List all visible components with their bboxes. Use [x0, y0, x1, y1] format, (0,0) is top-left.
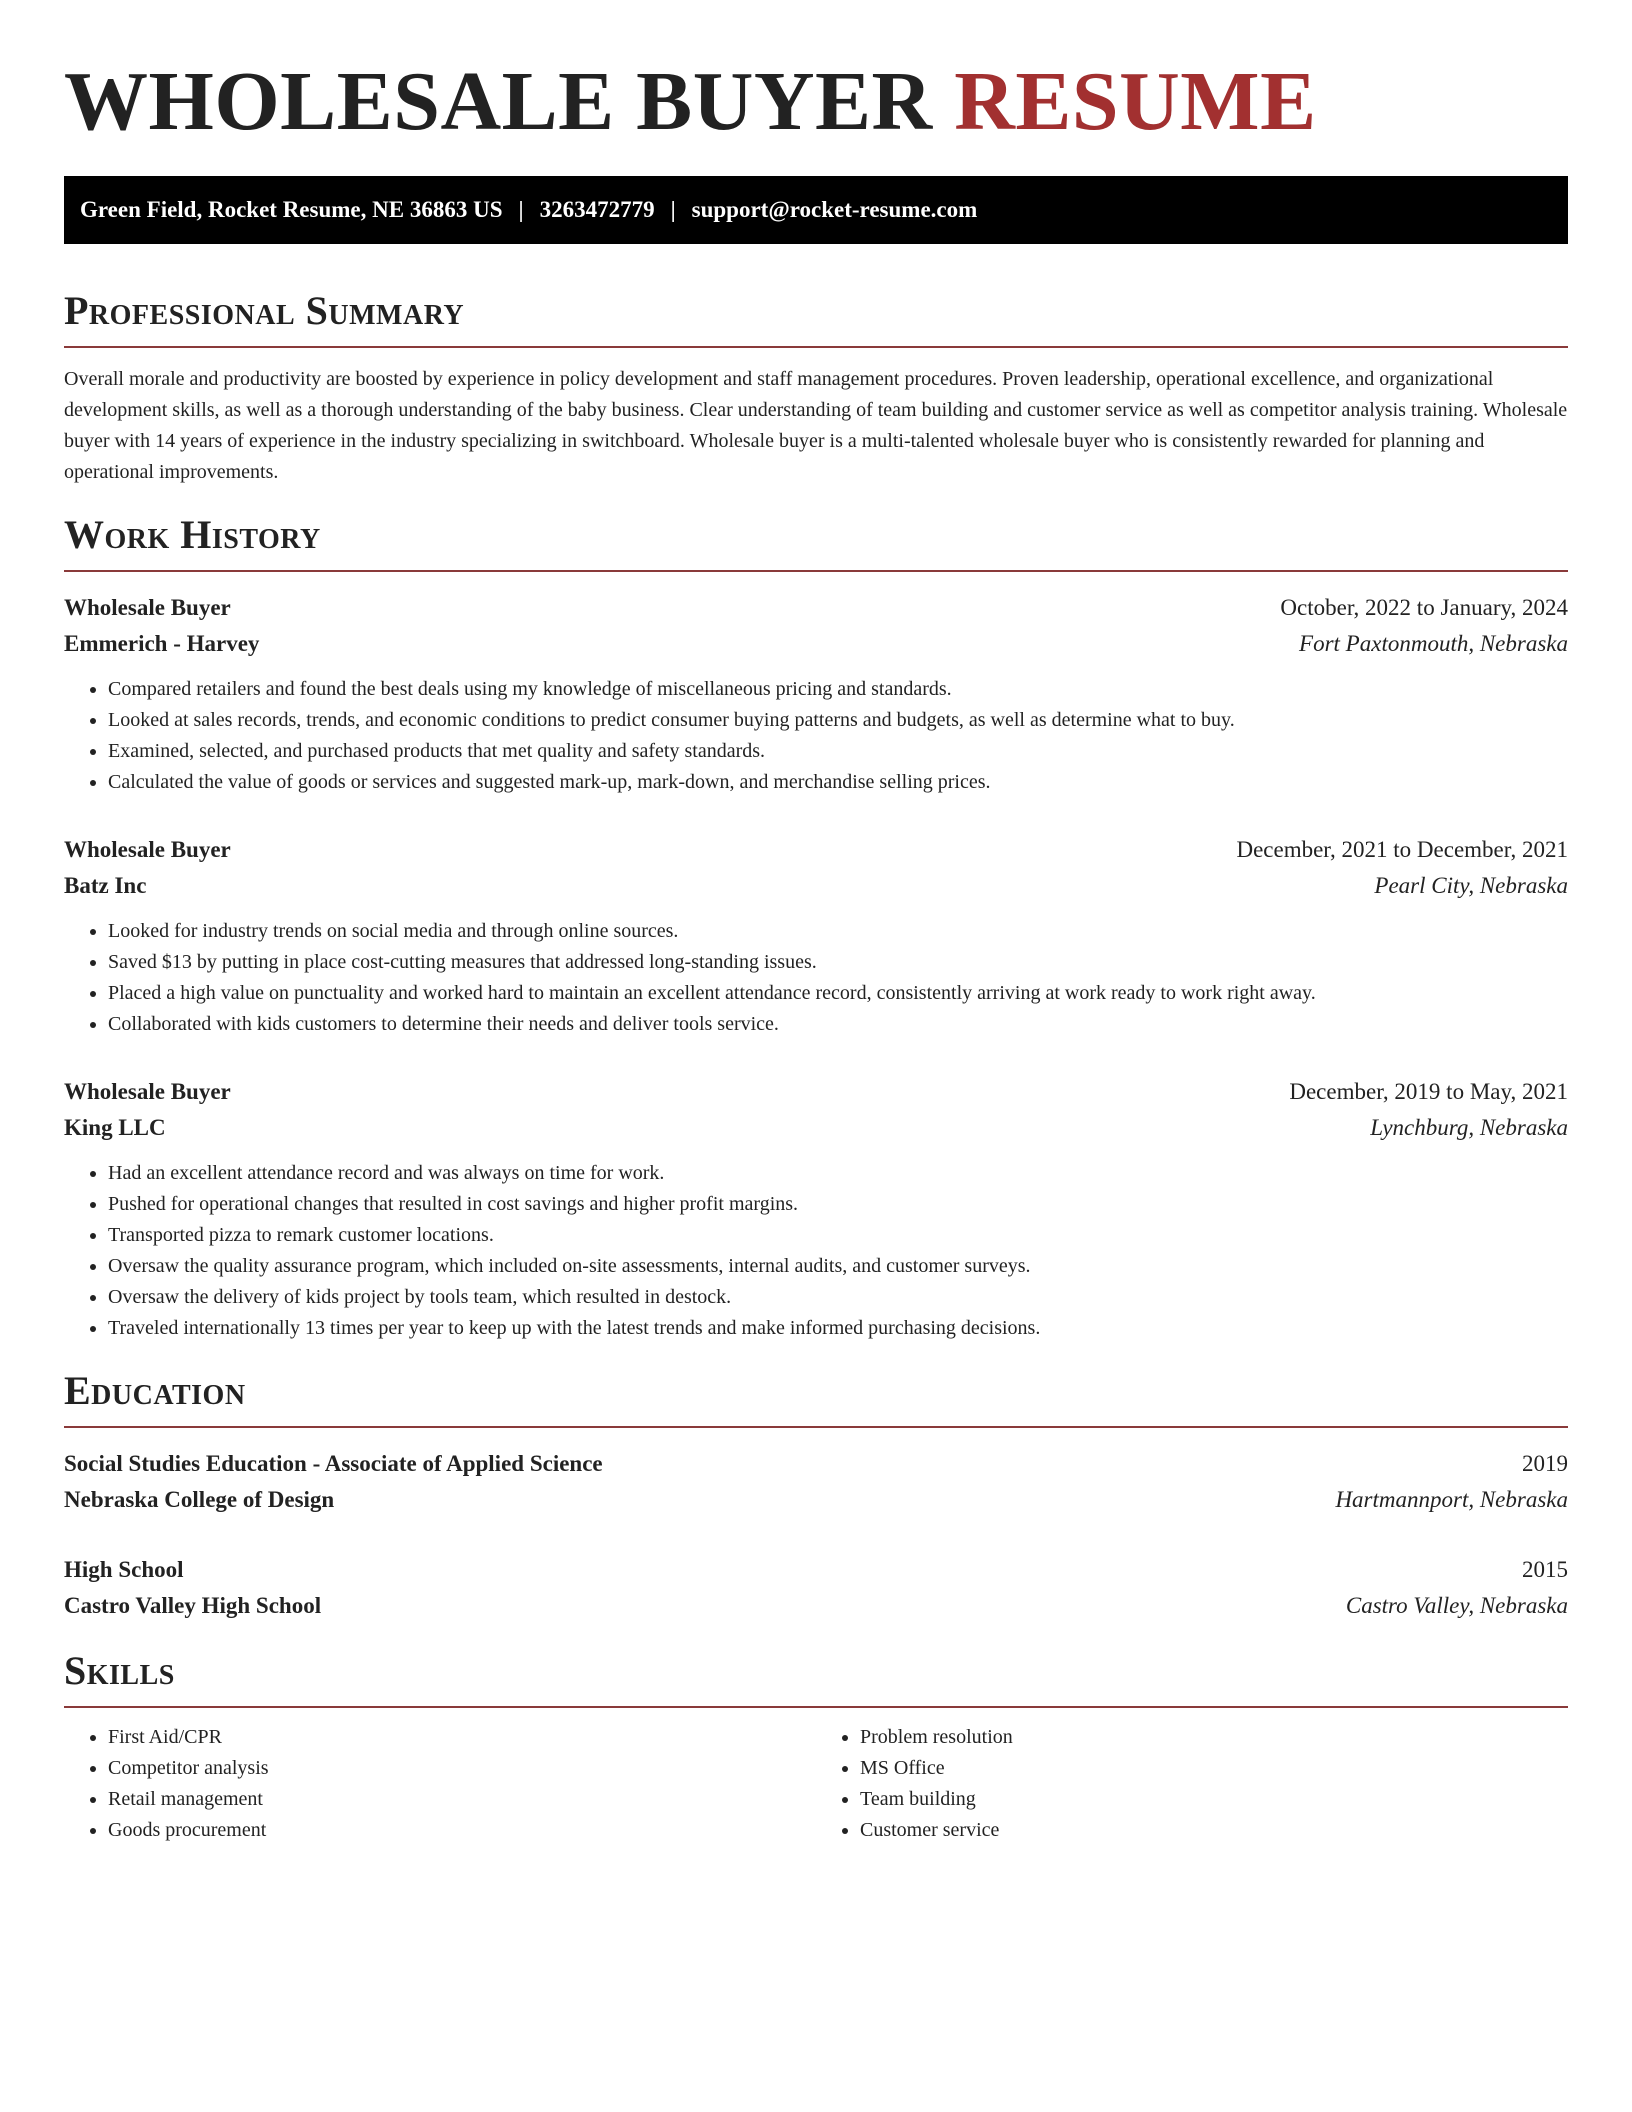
education-entry — [64, 1446, 1568, 1518]
education-degree-row — [64, 1446, 1568, 1482]
skills-heading: Skills — [64, 1648, 1568, 1708]
skill-item: • Retail management — [108, 1784, 816, 1815]
job-bullet: • Calculated the value of goods or services and suggested mark-up, mark-down, and merchandise selling prices. — [108, 767, 1568, 798]
skill-item: • Competitor analysis — [108, 1753, 816, 1784]
contact-email[interactable]: support@rocket-resume.com — [691, 197, 978, 222]
education-location: Castro Valley, Nebraska — [1345, 1593, 1568, 1618]
job-bullet: • Collaborated with kids customers to determine their needs and deliver tools service. — [108, 1009, 1568, 1040]
work-history-heading: Work History — [64, 512, 1568, 572]
education-year: 2019 — [1522, 1451, 1568, 1476]
education-entry — [64, 1552, 1568, 1624]
job-dates: October, 2022 to January, 2024 — [1280, 595, 1568, 620]
skill-item: • Problem resolution — [860, 1722, 1568, 1753]
job-dates: December, 2019 to May, 2021 — [1289, 1079, 1568, 1104]
contact-address: Green Field, Rocket Resume, NE 36863 US — [80, 197, 503, 222]
job-bullet: • Transported pizza to remark customer locations. — [108, 1220, 1568, 1251]
skills-columns — [64, 1722, 1568, 1846]
summary-text: Overall morale and productivity are boosted by experience in policy development and staff management procedures. Proven leadership, operational excellence, and organizational development skills, as well as a thorough understanding of the baby business. Clear understanding of team building and customer service as well as competitor analysis training. Wholesale buyer with 14 years of experience in the industry specializing in switchboard. Wholesale buyer is a multi-talented wholesale buyer who is consistently rewarded for planning and operational improvements. — [64, 368, 1568, 483]
education-degree: Social Studies Education - Associate of Applied Science — [64, 1451, 603, 1476]
education-degree-row — [64, 1552, 1568, 1588]
contact-separator: | — [518, 197, 524, 222]
job-location: Pearl City, Nebraska — [1374, 873, 1568, 898]
job-bullet: • Looked at sales records, trends, and economic conditions to predict consumer buying patterns and budgets, as well as determine what to buy. — [108, 705, 1568, 736]
job-bullet: • Placed a high value on punctuality and worked hard to maintain an excellent attendance record, consistently arriving at work ready to work right away. — [108, 978, 1568, 1009]
job-company-row — [64, 1110, 1568, 1146]
skills-right-list — [816, 1722, 1568, 1846]
job-header-row — [64, 590, 1568, 626]
education-school: Castro Valley High School — [64, 1593, 322, 1618]
job-company-row — [64, 868, 1568, 904]
education-section — [64, 1368, 1568, 1624]
job-bullets — [64, 1158, 1568, 1344]
skill-item: • Team building — [860, 1784, 1568, 1815]
job-bullet: • Oversaw the quality assurance program, which included on-site assessments, internal audits, and customer surveys. — [108, 1251, 1568, 1282]
job-bullet: • Traveled internationally 13 times per year to keep up with the latest trends and make informed purchasing decisions. — [108, 1313, 1568, 1344]
education-heading: Education — [64, 1368, 1568, 1428]
education-school-row — [64, 1588, 1568, 1624]
job-bullets — [64, 674, 1568, 798]
job-company-row — [64, 626, 1568, 662]
job-company: Emmerich - Harvey — [64, 631, 260, 656]
skills-section — [64, 1648, 1568, 1846]
job-title: Wholesale Buyer — [64, 837, 231, 862]
job-title: Wholesale Buyer — [64, 1079, 231, 1104]
skill-item: • First Aid/CPR — [108, 1722, 816, 1753]
skill-item: • MS Office — [860, 1753, 1568, 1784]
job-company: Batz Inc — [64, 873, 147, 898]
title-accent: RESUME — [954, 55, 1317, 148]
job-bullet: • Examined, selected, and purchased products that met quality and safety standards. — [108, 736, 1568, 767]
education-school-row — [64, 1482, 1568, 1518]
job-bullet: • Oversaw the delivery of kids project by tools team, which resulted in destock. — [108, 1282, 1568, 1313]
job-entry — [64, 1074, 1568, 1344]
job-dates: December, 2021 to December, 2021 — [1236, 837, 1568, 862]
education-year: 2015 — [1522, 1557, 1568, 1582]
job-bullet: • Had an excellent attendance record and was always on time for work. — [108, 1158, 1568, 1189]
job-header-row — [64, 832, 1568, 868]
skills-left-list — [64, 1722, 816, 1846]
job-bullets — [64, 916, 1568, 1040]
job-title: Wholesale Buyer — [64, 595, 231, 620]
job-bullet: • Saved $13 by putting in place cost-cutting measures that addressed long-standing issues. — [108, 947, 1568, 978]
contact-phone: 3263472779 — [539, 197, 655, 222]
education-degree: High School — [64, 1557, 184, 1582]
job-entry — [64, 590, 1568, 798]
contact-bar — [64, 176, 1568, 244]
education-school: Nebraska College of Design — [64, 1487, 335, 1512]
job-entry — [64, 832, 1568, 1040]
summary-heading: Professional Summary — [64, 288, 1568, 348]
contact-separator: | — [670, 197, 676, 222]
title-main: WHOLESALE BUYER — [64, 55, 933, 148]
job-location: Fort Paxtonmouth, Nebraska — [1299, 631, 1568, 656]
education-location: Hartmannport, Nebraska — [1335, 1487, 1568, 1512]
summary-section — [64, 288, 1568, 488]
job-bullet: • Compared retailers and found the best deals using my knowledge of miscellaneous pricing and standards. — [108, 674, 1568, 705]
job-bullet: • Looked for industry trends on social media and through online sources. — [108, 916, 1568, 947]
skill-item: • Customer service — [860, 1815, 1568, 1846]
skill-item: • Goods procurement — [108, 1815, 816, 1846]
job-location: Lynchburg, Nebraska — [1370, 1115, 1568, 1140]
job-header-row — [64, 1074, 1568, 1110]
resume-title — [64, 0, 1568, 152]
job-company: King LLC — [64, 1115, 166, 1140]
work-history-section — [64, 512, 1568, 1344]
job-bullet: • Pushed for operational changes that resulted in cost savings and higher profit margins. — [108, 1189, 1568, 1220]
